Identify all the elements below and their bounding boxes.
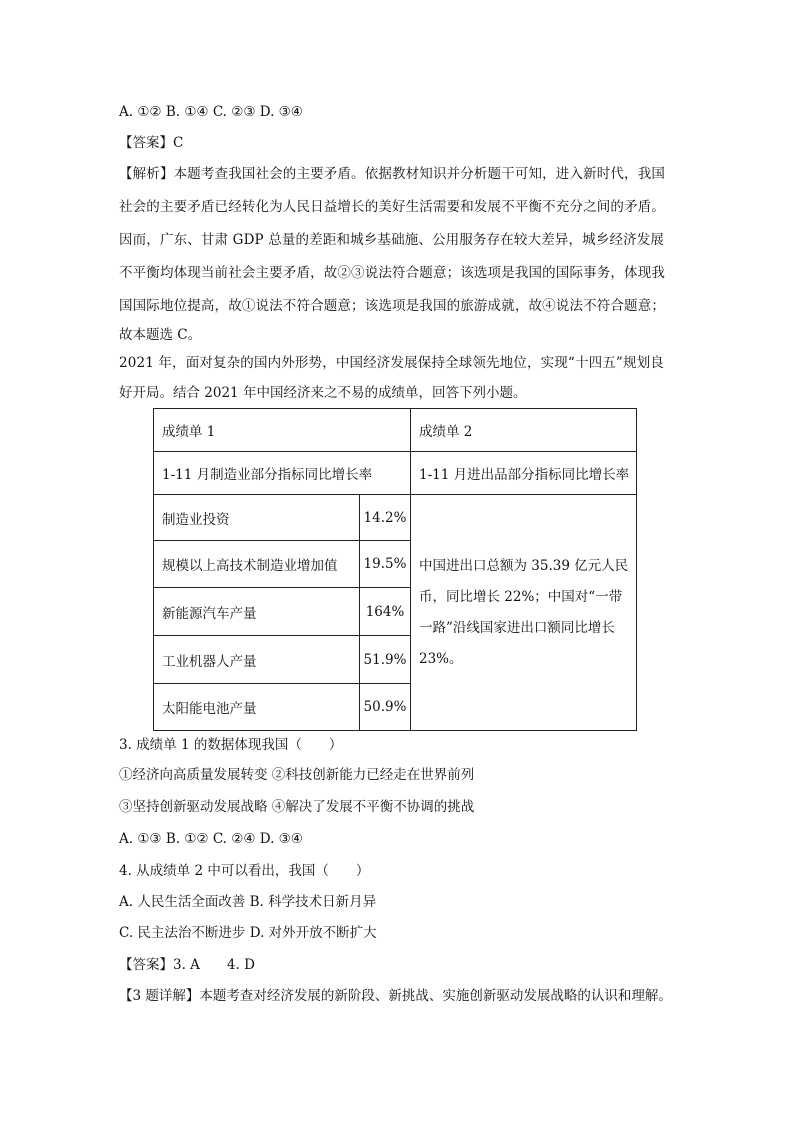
q2-analysis-line: 国国际地位提高，故①说法不符合题意；该选项是我国的旅游成就，故④说法不符合题意； — [119, 298, 665, 314]
q2-answer: 【答案】C — [119, 135, 184, 151]
table-right-subtitle: 1-11 月进出品部分指标同比增长率 — [411, 452, 637, 495]
intro-line: 好开局。结合 2021 年中国经济来之不易的成绩单，回答下列小题。 — [119, 385, 527, 401]
q2-analysis-line: 【解析】本题考查我国社会的主要矛盾。依据教材知识并分析题干可知，进入新时代，我国 — [119, 166, 665, 182]
scores-table — [153, 408, 637, 731]
q2-options: A. ①② B. ①④ C. ②③ D. ③④ — [119, 104, 303, 120]
q2-analysis-line: 社会的主要矛盾已经转化为人民日益增长的美好生活需要和发展不平衡不充分之间的矛盾。 — [119, 199, 665, 215]
row-value: 19.5% — [360, 541, 411, 588]
table-left-subtitle: 1-11 月制造业部分指标同比增长率 — [154, 452, 411, 495]
q3-stem: 3. 成绩单 1 的数据体现我国（ ） — [119, 737, 343, 753]
row-value: 51.9% — [360, 636, 411, 684]
q3-detail: 【3 题详解】本题考查对经济发展的新阶段、新挑战、实施创新驱动发展战略的认识和理解。 — [119, 988, 672, 1004]
q4-options: A. 人民生活全面改善 B. 科学技术日新月异 — [119, 894, 377, 910]
table-right-title: 成绩单 2 — [411, 409, 637, 452]
row-label: 太阳能电池产量 — [154, 684, 360, 731]
intro-line: 2021 年，面对复杂的国内外形势，中国经济发展保持全球领先地位，实现“十四五”规划良 — [119, 355, 664, 371]
row-value: 14.2% — [360, 495, 411, 541]
row-label: 工业机器人产量 — [154, 636, 360, 684]
q2-analysis-line: 不平衡均体现当前社会主要矛盾，故②③说法符合题意；该选项是我国的国际事务，体现我 — [119, 265, 665, 281]
row-label: 制造业投资 — [154, 495, 360, 541]
table-row — [154, 495, 637, 541]
table-right-description: 中国进出口总额为 35.39 亿元人民币，同比增长 22%；中国对“一带一路”沿线国家进出口额同比增长 23%。 — [411, 495, 637, 731]
q4-stem: 4. 从成绩单 2 中可以看出，我国（ ） — [119, 863, 370, 879]
q3-choices: ③坚持创新驱动发展战略 ④解决了发展不平衡不协调的挑战 — [119, 799, 475, 815]
q2-analysis-line: 故本题选 C。 — [119, 327, 202, 343]
row-label: 规模以上高技术制造业增加值 — [154, 541, 360, 588]
table-left-title: 成绩单 1 — [154, 409, 411, 452]
q3-choices: ①经济向高质量发展转变 ②科技创新能力已经走在世界前列 — [119, 767, 475, 783]
row-value: 164% — [360, 588, 411, 636]
answers: 【答案】3. A 4. D — [119, 957, 255, 973]
row-label: 新能源汽车产量 — [154, 588, 360, 636]
row-value: 50.9% — [360, 684, 411, 731]
q3-options: A. ①③ B. ①② C. ②④ D. ③④ — [119, 831, 303, 847]
q4-options: C. 民主法治不断进步 D. 对外开放不断扩大 — [119, 925, 377, 941]
q2-analysis-line: 因而，广东、甘肃 GDP 总量的差距和城乡基础施、公用服务存在较大差异，城乡经济发展 — [119, 232, 665, 248]
